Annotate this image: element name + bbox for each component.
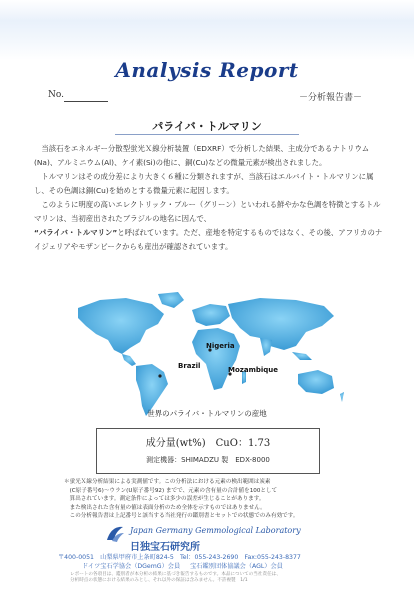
southeast-asia-shape — [292, 352, 312, 360]
notes — [64, 478, 374, 521]
paragraph-3 — [34, 198, 384, 254]
report-title: Analysis Report — [115, 58, 299, 82]
lab-name-japanese: 日独宝石研究所 — [130, 542, 200, 553]
report-body — [34, 142, 384, 254]
paraiba-quote: “パライバ・トルマリン” — [34, 228, 118, 237]
membership-dgemg: ドイツ宝石学協会（DGemG）会員 — [82, 563, 181, 570]
note-line: (C原子番号6)～ウラン(U原子番号92) までで、元素の含有量の合計値を100として — [64, 487, 278, 494]
europe-shape — [192, 304, 230, 326]
central-america-shape — [122, 354, 136, 366]
nigeria-label: Nigeria — [206, 342, 235, 350]
fine-print-line: 分析時点の状態における結果のみとし、それ以外の保証は含みません。不許複製 1/1 — [70, 578, 248, 583]
north-america-shape — [78, 298, 164, 354]
lab-logo-icon — [104, 524, 126, 544]
new-zealand-shape — [340, 392, 344, 402]
paragraph-1: 当該石をエネルギー分散型蛍光Ｘ線分析装置（EDXRF）で分析した結果、主成分であるナトリウム(Na)、アルミニウム(Al)、ケイ素(Si)の他に、銅(Cu)などの微量元素が検出されました。 — [34, 144, 370, 167]
australia-shape — [298, 370, 334, 394]
note-line: 算出されています。測定条件によっては多少の誤差が生じることがあります。 — [64, 496, 265, 503]
header-band — [0, 0, 414, 60]
brazil-label: Brazil — [178, 362, 201, 370]
fine-print-line: レポートの各項目は、鑑別者が本分析の結果に基づき報告するものです。本品についての当社責任は、 — [70, 572, 281, 577]
world-map-graphic — [60, 290, 350, 418]
paragraph-2: トルマリンはその成分差により大きく６種に分類されますが、当該石はエルバイト・トルマリンに属し、その色調は銅(Cu)を始めとする微量元素に起因します。 — [34, 172, 374, 195]
result-value: 成分量(wt%) CuO：1.73 — [145, 438, 271, 449]
report-subtitle: －分析報告書－ — [298, 93, 362, 103]
brazil-marker — [158, 374, 161, 377]
note-line: この分析報告書は上記番号と該当する当社発行の鑑別書とセットでの状態でのみ有効です。 — [64, 513, 299, 520]
fine-print — [70, 572, 370, 584]
memberships — [82, 561, 372, 570]
lab-name-english: Japan Germany Gemmological Laboratory — [130, 526, 301, 535]
report-number-label: No. — [48, 90, 64, 100]
world-map — [60, 290, 350, 418]
membership-agl: 宝石鑑別団体協議会（AGL）会員 — [190, 563, 283, 570]
paragraph-3-end: と呼ばれています。ただ、産地を特定するものではなく、その後、アフリカのナイジェリアやモザンビークからも産出が確認されています。 — [34, 228, 383, 251]
lab-address: 〒400-0051 山梨県甲府市上条町824-5 Tel：055-243-2690 Fax:055-243-8377 — [58, 554, 301, 561]
report-number-line — [64, 101, 108, 102]
mozambique-label: Mozambique — [228, 366, 279, 374]
stone-heading: パライバ・トルマリン — [152, 120, 262, 133]
africa-shape — [192, 328, 240, 390]
paragraph-3-start: このように明度の高いエレクトリック・ブルー（グリーン）といわれる鮮やかな色調を特徴とするトルマリンは、当初産出されたブラジルの地名に因んで、 — [34, 200, 381, 223]
asia-shape — [228, 298, 334, 350]
note-line: また検出された含有量の値は表面分析のため全体を示すものではありません。 — [64, 504, 266, 511]
map-caption: 世界のパライバ・トルマリンの産地 — [147, 409, 267, 418]
heading-underline — [115, 134, 299, 135]
greenland-shape — [158, 292, 184, 308]
note-line: ＊蛍光Ｘ線分析結果による実測値です。この分析法における元素の検出範囲は炭素 — [64, 479, 271, 485]
result-box — [96, 428, 320, 474]
india-shape — [260, 338, 272, 356]
measurement-device: 測定機器：SHIMADZU 製 EDX-8000 — [146, 456, 270, 464]
